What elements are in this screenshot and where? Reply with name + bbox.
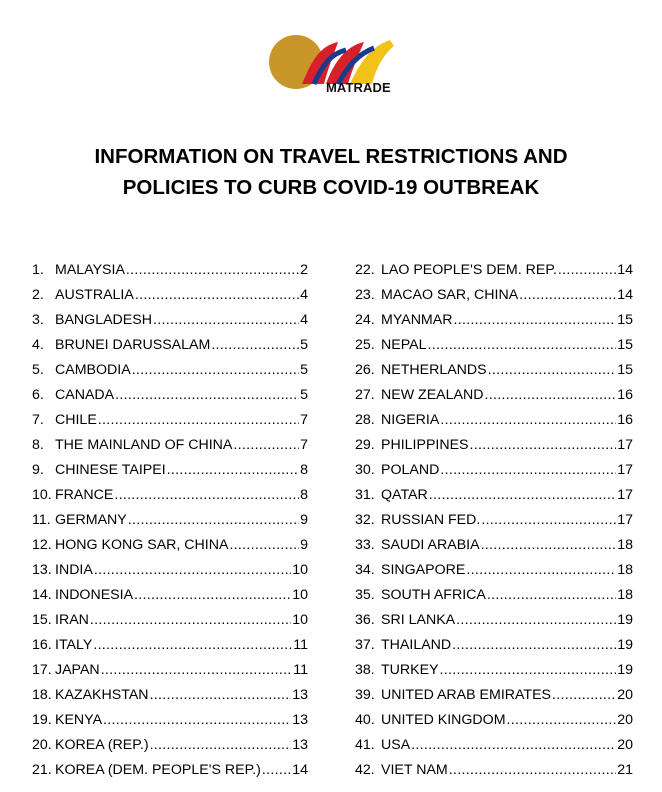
toc-entry-number: 34. [355, 562, 375, 578]
toc-entry[interactable] [32, 733, 308, 758]
toc-entry[interactable] [355, 308, 633, 333]
toc-entry-leader [488, 358, 617, 383]
toc-entry-page: 10 [292, 612, 308, 628]
toc-entry-page: 18 [617, 562, 633, 578]
toc-entry-leader [126, 258, 299, 283]
toc-entry-number: 22. [355, 262, 375, 278]
toc-entry[interactable] [32, 758, 308, 783]
toc-entry-leader [132, 358, 299, 383]
toc-entry-number: 36. [355, 612, 375, 628]
toc-entry[interactable] [355, 458, 633, 483]
toc-entry-country: NIGERIA [381, 412, 440, 428]
toc-entry-country: SRI LANKA [381, 612, 456, 628]
toc-entry-country: NEPAL [381, 337, 427, 353]
toc-entry-leader [487, 583, 616, 608]
toc-entry-page: 17 [617, 437, 633, 453]
matrade-logo-text: MATRADE [326, 80, 391, 95]
toc-entry-number: 24. [355, 312, 375, 328]
toc-entry-leader [481, 508, 616, 533]
toc-entry-country: LAO PEOPLE'S DEM. REP. [381, 262, 557, 278]
toc-entry-country: SINGAPORE [381, 562, 466, 578]
toc-entry[interactable] [355, 358, 633, 383]
toc-entry-number: 25. [355, 337, 375, 353]
toc-entry-leader [94, 558, 291, 583]
toc-entry-country: INDIA [55, 562, 93, 578]
toc-entry[interactable] [355, 508, 633, 533]
toc-entry-country: JAPAN [55, 662, 100, 678]
toc-entry-leader [229, 533, 299, 558]
toc-entry[interactable] [355, 558, 633, 583]
toc-entry-page: 11 [293, 637, 308, 653]
toc-entry-page: 14 [617, 262, 633, 278]
page-title [0, 141, 662, 203]
toc-entry-country: USA [381, 737, 411, 753]
toc-entry[interactable] [355, 733, 633, 758]
toc-entry-leader [167, 458, 299, 483]
toc-entry[interactable] [355, 483, 633, 508]
toc-left-column [32, 258, 308, 783]
toc-entry[interactable] [32, 683, 308, 708]
toc-entry-leader [440, 408, 616, 433]
toc-entry-leader [429, 483, 616, 508]
toc-entry-number: 21. [32, 762, 52, 778]
toc-entry[interactable] [32, 708, 308, 733]
toc-entry[interactable] [32, 458, 308, 483]
toc-entry-country: FRANCE [55, 487, 114, 503]
toc-entry-number: 14. [32, 587, 52, 603]
toc-entry[interactable] [355, 533, 633, 558]
toc-entry-leader [453, 308, 616, 333]
toc-entry-page: 18 [617, 587, 633, 603]
toc-entry-country: NEW ZEALAND [381, 387, 484, 403]
toc-entry-leader [128, 508, 299, 533]
toc-entry-leader [484, 383, 616, 408]
toc-entry[interactable] [355, 433, 633, 458]
toc-entry-leader [440, 658, 617, 683]
toc-entry-country: UNITED ARAB EMIRATES [381, 687, 552, 703]
toc-entry-page: 13 [292, 712, 308, 728]
toc-entry-leader [452, 633, 616, 658]
toc-entry-country: ITALY [55, 637, 93, 653]
toc-entry[interactable] [32, 258, 308, 283]
toc-entry-leader [233, 433, 299, 458]
toc-entry-leader [440, 458, 616, 483]
toc-entry-country: PHILIPPINES [381, 437, 469, 453]
toc-entry-number: 39. [355, 687, 375, 703]
toc-entry-page: 7 [300, 437, 308, 453]
toc-entry-leader [481, 533, 617, 558]
toc-entry-leader [449, 758, 616, 783]
toc-entry[interactable] [32, 508, 308, 533]
toc-entry-number: 42. [355, 762, 375, 778]
toc-entry-number: 6. [32, 387, 44, 403]
toc-entry-country: CHILE [55, 412, 97, 428]
toc-entry-country: BRUNEI DARUSSALAM [55, 337, 211, 353]
toc-entry-number: 41. [355, 737, 375, 753]
toc-entry-page: 7 [300, 412, 308, 428]
toc-entry-page: 5 [300, 337, 308, 353]
toc-entry-page: 8 [300, 487, 308, 503]
toc-entry-page: 5 [300, 362, 308, 378]
toc-entry-leader [456, 608, 616, 633]
toc-entry-leader [153, 308, 299, 333]
toc-entry-number: 11. [32, 512, 51, 528]
title-line-2: POLICIES TO CURB COVID-19 OUTBREAK [122, 176, 540, 199]
toc-entry-number: 12. [32, 537, 52, 553]
toc-entry[interactable] [32, 433, 308, 458]
toc-entry[interactable] [355, 683, 633, 708]
toc-entry[interactable] [355, 583, 633, 608]
toc-entry-leader [507, 708, 617, 733]
toc-entry-country: BANGLADESH [55, 312, 152, 328]
toc-entry-country: MACAO SAR, CHINA [381, 287, 519, 303]
toc-entry-country: IRAN [55, 612, 89, 628]
toc-entry-number: 23. [355, 287, 375, 303]
toc-entry-page: 15 [617, 362, 633, 378]
toc-entry[interactable] [32, 333, 308, 358]
toc-entry-number: 28. [355, 412, 375, 428]
toc-entry-country: GERMANY [55, 512, 127, 528]
toc-right-column [355, 258, 633, 783]
toc-entry-page: 10 [292, 562, 308, 578]
toc-entry-number: 18. [32, 687, 52, 703]
toc-entry-leader [103, 708, 291, 733]
toc-entry-page: 14 [617, 287, 633, 303]
toc-entry[interactable] [32, 558, 308, 583]
toc-entry-leader [211, 333, 299, 358]
toc-entry-country: KAZAKHSTAN [55, 687, 149, 703]
toc-entry-leader [427, 333, 616, 358]
toc-entry-country: AUSTRALIA [55, 287, 134, 303]
toc-entry-page: 5 [300, 387, 308, 403]
toc-entry-country: MYANMAR [381, 312, 453, 328]
toc-entry-page: 10 [292, 587, 308, 603]
toc-entry-number: 19. [32, 712, 52, 728]
toc-entry-leader [558, 258, 616, 283]
toc-entry[interactable] [355, 333, 633, 358]
toc-entry-number: 37. [355, 637, 375, 653]
toc-entry-number: 40. [355, 712, 375, 728]
toc-entry[interactable] [32, 408, 308, 433]
toc-entry-leader [98, 408, 299, 433]
toc-entry-leader [93, 633, 292, 658]
toc-entry-page: 4 [300, 287, 308, 303]
toc-entry[interactable] [32, 658, 308, 683]
toc-entry-number: 13. [32, 562, 52, 578]
toc-entry-country: UNITED KINGDOM [381, 712, 506, 728]
toc-entry-country: VIET NAM [381, 762, 448, 778]
toc-entry-country: KOREA (REP.) [55, 737, 149, 753]
toc-entry-leader [466, 558, 616, 583]
toc-entry-page: 16 [617, 412, 633, 428]
toc-entry-number: 9. [32, 462, 44, 478]
toc-entry-country: THAILAND [381, 637, 452, 653]
toc-entry[interactable] [32, 483, 308, 508]
toc-entry-leader [114, 483, 299, 508]
toc-entry-country: RUSSIAN FED. [381, 512, 481, 528]
toc-entry-number: 32. [355, 512, 375, 528]
toc-entry-country: CAMBODIA [55, 362, 131, 378]
toc-entry-page: 20 [617, 712, 633, 728]
toc-entry-leader [411, 733, 616, 758]
toc-entry-country: INDONESIA [55, 587, 134, 603]
toc-entry-number: 30. [355, 462, 375, 478]
toc-entry-country: POLAND [381, 462, 440, 478]
toc-entry-page: 2 [300, 262, 308, 278]
toc-entry-page: 15 [617, 312, 633, 328]
toc-entry[interactable] [355, 408, 633, 433]
toc-entry-page: 16 [617, 387, 633, 403]
toc-entry-leader [101, 658, 293, 683]
toc-entry-page: 20 [617, 737, 633, 753]
toc-entry-page: 11 [293, 662, 308, 678]
toc-entry-number: 26. [355, 362, 375, 378]
toc-entry-number: 33. [355, 537, 375, 553]
toc-entry-country: KENYA [55, 712, 103, 728]
toc-entry-leader [134, 583, 291, 608]
toc-entry-number: 38. [355, 662, 375, 678]
toc-entry[interactable] [32, 283, 308, 308]
toc-entry-page: 13 [292, 737, 308, 753]
toc-entry[interactable] [32, 608, 308, 633]
toc-entry-number: 27. [355, 387, 375, 403]
toc-entry[interactable] [355, 608, 633, 633]
toc-entry-country: MALAYSIA [55, 262, 125, 278]
toc-entry-number: 1. [32, 262, 44, 278]
toc-entry-number: 15. [32, 612, 52, 628]
toc-entry-number: 2. [32, 287, 44, 303]
toc-entry-country: THE MAINLAND OF CHINA [55, 437, 233, 453]
toc-entry-page: 21 [617, 762, 633, 778]
toc-entry[interactable] [355, 383, 633, 408]
toc-entry-leader [552, 683, 616, 708]
toc-entry[interactable] [355, 633, 633, 658]
toc-entry-page: 9 [300, 537, 308, 553]
toc-entry-page: 13 [292, 687, 308, 703]
toc-entry-page: 17 [617, 512, 633, 528]
toc-entry-country: NETHERLANDS [381, 362, 487, 378]
toc-entry-number: 3. [32, 312, 44, 328]
toc-entry-page: 14 [292, 762, 308, 778]
toc-entry-country: SOUTH AFRICA [381, 587, 486, 603]
toc-entry-leader [135, 283, 299, 308]
toc-entry-number: 8. [32, 437, 44, 453]
toc-entry-leader [115, 383, 299, 408]
toc-entry-leader [90, 608, 291, 633]
toc-entry-page: 17 [617, 487, 633, 503]
toc-entry-page: 18 [617, 537, 633, 553]
title-line-1: INFORMATION ON TRAVEL RESTRICTIONS AND [94, 145, 568, 168]
toc-entry-leader [470, 433, 617, 458]
toc-entry-country: QATAR [381, 487, 428, 503]
toc-entry-country: KOREA (DEM. PEOPLE'S REP.) [55, 762, 261, 778]
toc-entry-country: HONG KONG SAR, CHINA [55, 537, 229, 553]
toc-entry[interactable] [32, 633, 308, 658]
toc-entry-number: 5. [32, 362, 44, 378]
toc-entry-number: 20. [32, 737, 52, 753]
toc-entry-number: 7. [32, 412, 44, 428]
toc-entry-page: 9 [300, 512, 308, 528]
toc-entry[interactable] [32, 308, 308, 333]
toc-entry-leader [150, 683, 292, 708]
toc-entry-page: 17 [617, 462, 633, 478]
toc-entry[interactable] [32, 358, 308, 383]
toc-entry-number: 10. [32, 487, 52, 503]
toc-entry-page: 19 [617, 662, 633, 678]
toc-entry-page: 19 [617, 637, 633, 653]
toc-entry[interactable] [32, 533, 308, 558]
toc-entry-number: 4. [32, 337, 44, 353]
toc-entry[interactable] [355, 258, 633, 283]
toc-entry-page: 15 [617, 337, 633, 353]
toc-entry-country: CHINESE TAIPEI [55, 462, 166, 478]
toc-entry-leader [150, 733, 292, 758]
toc-entry-country: TURKEY [381, 662, 439, 678]
toc-entry[interactable] [32, 583, 308, 608]
toc-entry[interactable] [355, 758, 633, 783]
toc-entry[interactable] [32, 383, 308, 408]
toc-entry-page: 20 [617, 687, 633, 703]
toc-entry-country: CANADA [55, 387, 115, 403]
toc-entry-number: 29. [355, 437, 375, 453]
toc-entry[interactable] [355, 658, 633, 683]
toc-entry-number: 31. [355, 487, 375, 503]
toc-entry-page: 4 [300, 312, 308, 328]
toc-entry-number: 35. [355, 587, 375, 603]
toc-entry-number: 16. [32, 637, 52, 653]
toc-entry[interactable] [355, 708, 633, 733]
toc-entry-leader [262, 758, 291, 783]
toc-entry-leader [519, 283, 616, 308]
toc-entry-page: 19 [617, 612, 633, 628]
toc-entry-country: SAUDI ARABIA [381, 537, 480, 553]
toc-entry[interactable] [355, 283, 633, 308]
toc-entry-number: 17. [32, 662, 52, 678]
toc-entry-page: 8 [300, 462, 308, 478]
